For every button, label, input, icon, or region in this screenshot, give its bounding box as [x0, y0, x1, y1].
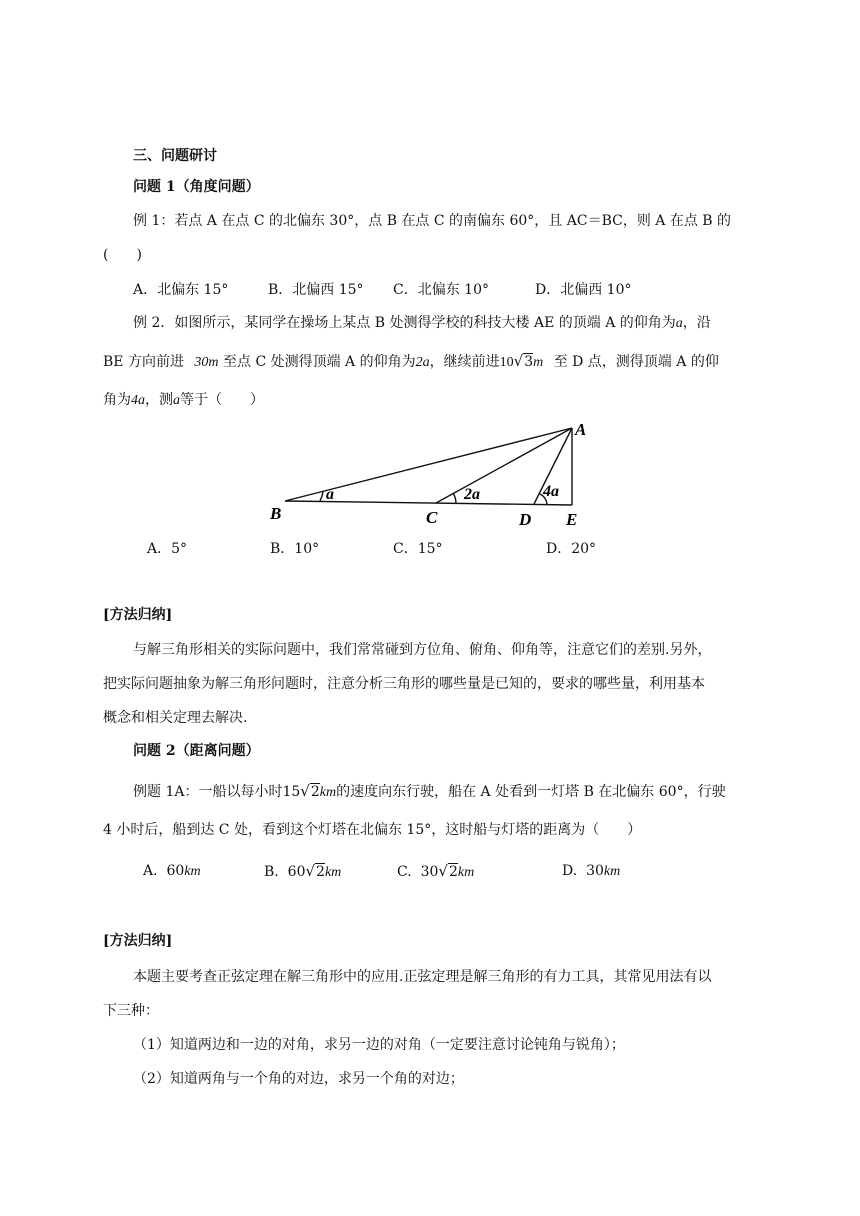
example-1-option-a: A．北偏东 15° — [133, 282, 229, 298]
problem-2-option-d: D. 30km — [562, 863, 621, 879]
point-d-label: D — [519, 510, 532, 529]
example-2-line-1: 例 2．如图所示，某同学在操场上某点 B 处测得学校的科技大楼 AE 的顶端 A 的仰角为a，沿 — [133, 315, 711, 331]
example-1-text: 例 1：若点 A 在点 C 的北偏东 30°，点 B 在点 C 的南偏东 60°，且 AC＝BC，则 A 在点 B 的 — [133, 213, 732, 229]
example-2-option-a: A．5° — [147, 541, 188, 557]
problem-1-title: 问题 1（角度问题） — [133, 179, 260, 195]
example-2-option-d: D．20° — [546, 541, 597, 557]
method-summary-2-title: [方法归纳] — [103, 933, 173, 949]
method-summary-2-para-2: 下三种： — [103, 1003, 159, 1019]
point-b-label: B — [270, 504, 282, 523]
method-summary-2-para-4: （2）知道两角与一个角的对边，求另一个角的对边； — [133, 1071, 464, 1087]
point-a-label: A — [575, 420, 587, 439]
example-1-option-c: C．北偏东 10° — [393, 282, 489, 298]
problem-2-title: 问题 2（距离问题） — [133, 743, 260, 759]
point-c-label: C — [426, 508, 438, 527]
example-2-option-c: C．15° — [393, 541, 443, 557]
example-1-paren: ( ) — [103, 247, 142, 263]
example-2-line-3: 角为4a，测a等于（ ） — [103, 392, 264, 408]
point-e-label: E — [566, 510, 578, 529]
example-1-option-d: D．北偏西 10° — [535, 282, 632, 298]
method-summary-2-para-1: 本题主要考查正弦定理在解三角形中的应用.正弦定理是解三角形的有力工具，其常见用法有以 — [133, 969, 712, 985]
example-2-option-b: B．10° — [270, 541, 320, 557]
problem-2-option-c: C. 30√2km — [397, 862, 475, 880]
problem-2-line-1: 例题 1A：一船以每小时15√2km的速度向东行驶，船在 A 处看到一灯塔 B 在北偏东 60°，行驶 — [133, 782, 726, 800]
problem-2-option-b: B. 60√2km — [264, 862, 342, 880]
problem-2-option-a: A. 60km — [143, 863, 201, 879]
angle-4a-label: 4a — [543, 483, 559, 500]
example-2-line-2: BE 方向前进 30m 至点 C 处测得顶端 A 的仰角为2a，继续前进10√3m 至 D 点，测得顶端 A 的仰 — [103, 352, 719, 370]
method-summary-1-title: [方法归纳] — [103, 607, 173, 623]
method-summary-2-para-3: （1）知道两边和一边的对角，求另一边的对角（一定要注意讨论钝角与锐角）； — [133, 1037, 625, 1053]
method-summary-1-para-1: 与解三角形相关的实际问题中，我们常常碰到方位角、俯角、仰角等，注意它们的差别.另外， — [133, 642, 712, 658]
method-summary-1-para-3: 概念和相关定理去解决. — [103, 710, 248, 726]
angle-a-label: a — [326, 486, 334, 503]
angle-2a-label: 2a — [464, 486, 480, 503]
method-summary-1-para-2: 把实际问题抽象为解三角形问题时，注意分析三角形的哪些量是已知的，要求的哪些量，利用基本 — [103, 676, 705, 692]
example-1-option-b: B．北偏西 15° — [268, 282, 364, 298]
triangle-figure — [260, 415, 600, 530]
section-title: 三、问题研讨 — [133, 148, 217, 164]
problem-2-line-2: 4 小时后，船到达 C 处，看到这个灯塔在北偏东 15°，这时船与灯塔的距离为（ ） — [103, 822, 642, 838]
